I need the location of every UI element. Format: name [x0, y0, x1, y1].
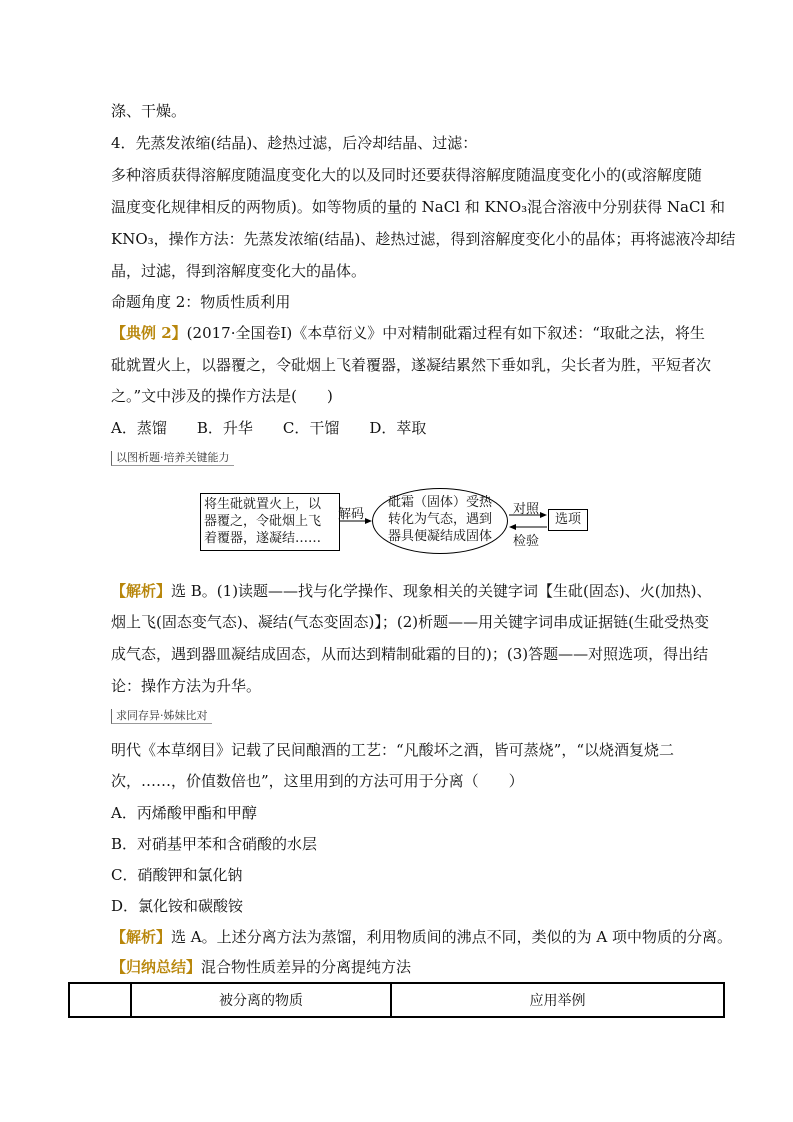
summary-table	[68, 982, 725, 1018]
analysis1-line3: 成气态，遇到器皿凝结成固态，从而达到精制砒霜的目的)；(3)答题——对照选项，得出结	[111, 645, 709, 663]
analysis1-label: 【解析】	[111, 582, 172, 600]
line-2: 4．先蒸发浓缩(结晶)、趁热过滤，后冷却结晶、过滤：	[111, 134, 478, 152]
question2-option-b: B．对硝基甲苯和含硝酸的水层	[111, 835, 318, 853]
line-4: 温度变化规律相反的两物质)。如等物质的量的 NaCl 和 KNO₃混合溶液中分别获得 NaCl 和	[111, 198, 726, 216]
question2-line2: 次，……，价值数倍也”，这里用到的方法可用于分离（ ）	[111, 772, 524, 790]
line-6: 晶，过滤，得到溶解度变化大的晶体。	[111, 262, 367, 280]
line-5: KNO₃，操作方法：先蒸发浓缩(结晶)、趁热过滤，得到溶解度变化小的晶体；再将滤液冷却结	[111, 230, 736, 248]
question2-option-a: A．丙烯酸甲酯和甲醇	[111, 804, 257, 822]
analysis1-line2: 烟上飞(固态变气态)、凝结(气态变固态)】；(2)析题——用关键字词串成证据链(生砒受热变	[111, 613, 710, 631]
analysis2-line	[111, 927, 732, 947]
table-header-substances: 被分离的物质	[131, 983, 391, 1017]
question2-line1: 明代《本草纲目》记载了民间酿酒的工艺：“凡酸坏之酒，皆可蒸烧”，“以烧酒复烧二	[111, 741, 675, 759]
analysis1-line4: 论：操作方法为升华。	[111, 677, 262, 695]
example2-text: (2017·全国卷Ⅰ)《本草衍义》中对精制砒霜过程有如下叙述：“取砒之法，将生	[186, 324, 705, 342]
table-header-blank	[69, 983, 131, 1017]
summary-label: 【归纳总结】	[111, 958, 202, 976]
example2-label: 【典例 2】	[111, 324, 187, 342]
analysis1-line1	[111, 581, 711, 601]
question2-option-d: D．氯化铵和碳酸铵	[111, 897, 244, 915]
tag-sister-comparison: 求同存异·姊妹比对	[111, 709, 212, 724]
box1-line1: 将生砒就置火上，以	[204, 497, 322, 512]
analysis2-label: 【解析】	[111, 928, 172, 946]
analysis2-text: 选 A。上述分离方法为蒸馏，利用物质间的沸点不同，类似的为 A 项中物质的分离。	[171, 928, 732, 946]
table-header-examples: 应用举例	[391, 983, 724, 1017]
tag-diagram-analysis: 以图析题·培养关键能力	[111, 451, 234, 466]
ellipse-line3: 器具便凝结成固体	[387, 529, 492, 544]
line-7: 命题角度 2：物质性质利用	[111, 293, 291, 311]
diagram-ellipse	[372, 488, 508, 554]
arrow-compare-head	[540, 512, 547, 518]
example2-line2: 砒就置火上，以器覆之，令砒烟上飞着覆器，遂凝结累然下垂如乳，尖长者为胜，平短者次	[111, 356, 712, 374]
ellipse-line1: 砒霜（固体）受热	[387, 495, 492, 510]
box1-line3: 着覆器，遂凝结……	[204, 531, 322, 546]
line-3: 多种溶质获得溶解度随温度变化大的以及同时还要获得溶解度随温度变化小的(或溶解度随	[111, 166, 702, 184]
summary-text: 混合物性质差异的分离提纯方法	[201, 958, 412, 976]
question2-option-c: C．硝酸钾和氯化钠	[111, 866, 243, 884]
table-header-row	[69, 983, 724, 1017]
example2-line3: 之。”文中涉及的操作方法是( )	[111, 387, 333, 405]
box1-line2: 器覆之，令砒烟上飞	[204, 514, 322, 529]
diagram-options-box: 选项	[548, 509, 588, 531]
analysis1-text1: 选 B。(1)读题——找与化学操作、现象相关的关键字词【生砒(固态)、火(加热)、	[171, 582, 712, 600]
example2-options: A．蒸馏 B．升华 C．干馏 D．萃取	[111, 419, 427, 437]
arrow-decode-head	[365, 518, 372, 524]
ellipse-line2: 转化为气态，遇到	[387, 512, 492, 527]
arrow-decode-label: 解码	[338, 507, 365, 522]
arrow-compare-label: 对照	[513, 502, 540, 517]
summary-heading	[111, 957, 411, 977]
arrow-verify-label: 检验	[513, 534, 540, 549]
line-1: 涤、干燥。	[111, 102, 187, 120]
